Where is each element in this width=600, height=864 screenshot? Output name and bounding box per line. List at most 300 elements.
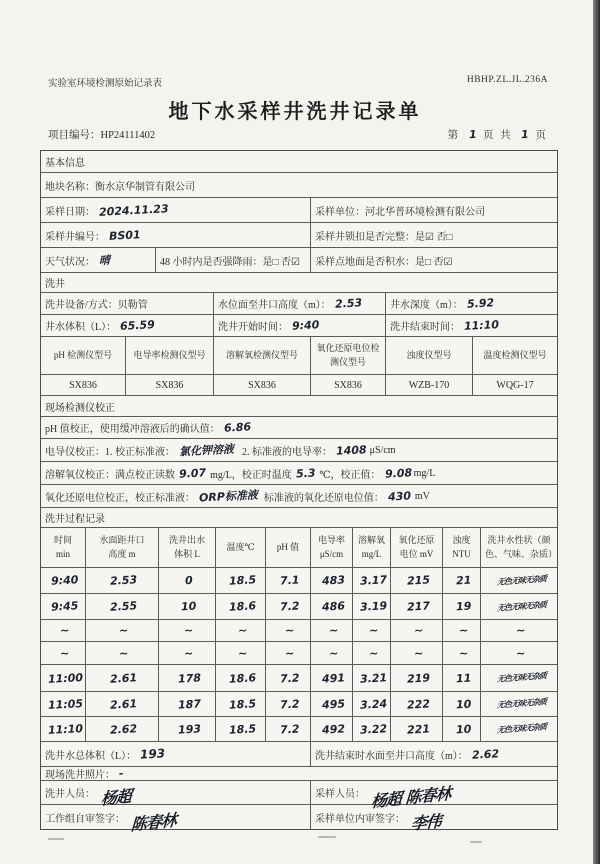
hdr-orp-l2: 电位 mV	[399, 548, 434, 559]
washing-title: 洗井	[45, 279, 65, 290]
row-wellno-lock	[41, 223, 557, 248]
cell	[216, 692, 266, 716]
instrument-header-cond: 电导率检测仪型号	[126, 337, 214, 374]
hdr-appearance-l1: 洗井水性状（颜	[487, 535, 551, 545]
site-name-cell	[41, 173, 557, 197]
project-number-label: 项目编号：	[48, 130, 101, 141]
total-volume-value: 193	[139, 746, 166, 762]
hdr-turbidity-l2: NTU	[452, 548, 471, 559]
hdr-turbidity	[443, 528, 481, 567]
unit-review-signature: 李伟	[410, 810, 442, 834]
value: 9:45	[50, 599, 80, 614]
value: 7.2	[279, 599, 301, 614]
sampler-signature: 杨超 陈春林	[370, 783, 451, 812]
cell	[353, 642, 391, 664]
rain-label: 48 小时内是否强降雨：	[160, 256, 263, 268]
ponding-cell	[311, 248, 557, 272]
well-no-label: 采样井编号：	[45, 231, 105, 243]
self-review-cell	[41, 805, 311, 834]
cond-standard-value: 氯化钾溶液	[178, 442, 235, 458]
value: 无色无味无杂质	[496, 671, 546, 684]
cell	[443, 717, 481, 741]
row-do-calibration	[41, 462, 557, 485]
cell	[481, 568, 557, 593]
page-counter-prefix: 第	[447, 130, 461, 141]
page-title: 地下水采样井洗井记录单	[168, 101, 422, 123]
row-volume-times	[41, 315, 557, 337]
value: 无色无味无杂质	[496, 599, 546, 613]
doc-type-label: 实验室环境检测原始记录表	[48, 79, 163, 89]
cell	[391, 620, 443, 641]
orp-standard-value: ORP标准液	[198, 487, 259, 505]
value: 7.1	[279, 573, 301, 588]
value: 3.21	[359, 670, 388, 686]
row-date-org	[41, 198, 557, 223]
value: ~	[328, 646, 339, 660]
instrument-model-orp: SX836	[311, 375, 386, 395]
hdr-level-l2: 高度 m	[108, 548, 136, 559]
washer-signature: 杨超	[100, 786, 132, 809]
value: 3.24	[359, 696, 388, 712]
washer-label: 洗井人员：	[45, 789, 95, 800]
self-review-signature: 陈春林	[130, 810, 177, 834]
cond-calibration-cell	[41, 439, 557, 461]
value: ~	[413, 623, 424, 638]
hdr-temp-l1: 温度℃	[226, 541, 255, 552]
cell	[266, 568, 311, 593]
cell	[216, 568, 266, 593]
value: 21	[455, 573, 472, 588]
cell	[391, 717, 443, 741]
value: ~	[368, 646, 379, 660]
value: 18.5	[228, 573, 257, 588]
cell	[391, 642, 443, 664]
cond-calibration-label1: 电导仪校正：1. 校正标准液：	[45, 446, 175, 458]
cell	[41, 717, 86, 741]
value: 无色无味无杂质	[496, 697, 546, 710]
cell	[159, 717, 216, 741]
cell	[266, 692, 311, 716]
cell	[391, 568, 443, 593]
row-photo	[41, 767, 557, 781]
site-name-value: 衡水京华制管有限公司	[95, 181, 195, 193]
sampling-org-value: 河北华普环境检测有限公司	[365, 206, 485, 218]
photo-cell	[41, 767, 557, 780]
cell	[443, 594, 481, 619]
value: 11	[455, 671, 472, 685]
value: 495	[321, 696, 346, 712]
end-time-label: 洗井结束时间：	[390, 322, 460, 333]
process-row-7	[41, 717, 557, 742]
cell	[159, 642, 216, 664]
process-row-2	[41, 594, 557, 620]
orp-value: 430	[387, 488, 412, 504]
cell	[86, 594, 159, 619]
cell	[86, 620, 159, 641]
value: ~	[60, 646, 70, 660]
rain-cell	[156, 248, 311, 272]
hdr-time	[41, 528, 86, 567]
scan-noise-mark	[470, 841, 482, 843]
water-volume-value: 65.59	[119, 318, 156, 333]
cell	[481, 692, 557, 716]
cell	[481, 717, 557, 741]
value: 222	[406, 696, 431, 712]
cond-value: 1408	[335, 442, 367, 458]
cell	[443, 665, 481, 691]
cell	[41, 620, 86, 641]
value: 3.22	[359, 721, 388, 737]
value: 215	[406, 573, 431, 588]
value: ~	[458, 646, 469, 660]
cell	[266, 665, 311, 691]
cell	[216, 594, 266, 619]
value: 2.61	[110, 670, 138, 686]
water-level-label: 水位面至井口高度（m）：	[218, 300, 331, 311]
value: ~	[285, 646, 295, 660]
value: 11:05	[47, 696, 83, 712]
cell	[159, 594, 216, 619]
cell	[266, 594, 311, 619]
cell	[481, 642, 557, 664]
unit-review-cell	[311, 805, 557, 834]
cell	[443, 642, 481, 664]
orp-calibration-label1: 氧化还原电位校正，校正标准液：	[45, 492, 195, 504]
cond-calibration-label2: 2. 标准液的电导率：	[242, 446, 332, 458]
value: 187	[177, 696, 201, 712]
value: 486	[321, 599, 346, 614]
device-cell	[41, 293, 214, 314]
form-code: HBHP.ZL.JL.236A	[466, 75, 548, 85]
instrument-header-temp: 温度检测仪型号	[483, 349, 547, 360]
self-review-label: 工作组自审签字：	[45, 813, 125, 825]
do-calibration-label2: mg/L，校正时温度	[210, 469, 292, 481]
cell	[41, 665, 86, 691]
cell	[353, 717, 391, 741]
hdr-do-l2: mg/L	[361, 548, 382, 559]
cell	[443, 620, 481, 641]
ponding-checkboxes: 是□ 否☑	[415, 256, 453, 268]
value: ~	[516, 646, 526, 660]
rain-checkboxes: 是□ 否☑	[262, 256, 301, 268]
page-total-handwritten: 1	[520, 127, 532, 142]
weather-cell	[41, 248, 156, 272]
value: ~	[237, 623, 248, 638]
value: ~	[413, 646, 424, 660]
row-orp-calibration	[41, 485, 557, 508]
weather-label: 天气状况：	[45, 256, 95, 268]
sampler-label: 采样人员：	[315, 789, 365, 800]
hdr-ph-l1: pH 值	[276, 541, 300, 552]
cell	[41, 568, 86, 593]
cell	[311, 594, 353, 619]
row-total-volume	[41, 742, 557, 767]
water-volume-label: 井水体积（L）：	[45, 322, 117, 333]
hdr-level	[86, 528, 159, 567]
cell	[159, 620, 216, 641]
value: 9:40	[50, 573, 80, 588]
value: 7.2	[279, 670, 301, 686]
value: 2.62	[110, 721, 138, 737]
value: 217	[406, 599, 431, 614]
value: 11:10	[47, 721, 83, 737]
cell	[216, 717, 266, 741]
cell	[311, 692, 353, 716]
do-calibration-label1: 溶解氧仪校正：满点校正读数	[45, 469, 175, 481]
cell	[86, 665, 159, 691]
cell	[86, 568, 159, 593]
start-time-label: 洗井开始时间：	[218, 322, 288, 333]
value: ~	[516, 623, 526, 638]
ph-calibration-label: pH 值校正，使用缓冲溶液后的确认值：	[45, 424, 220, 435]
weather-value: 晴	[98, 253, 111, 267]
end-time-cell	[386, 315, 557, 336]
process-row-3-dash	[41, 620, 557, 642]
cell	[86, 717, 159, 741]
value: ~	[285, 623, 295, 638]
water-level-cell	[214, 293, 386, 314]
project-number	[48, 127, 155, 142]
hdr-turbidity-l1: 浊度	[452, 535, 471, 545]
hdr-time-l1: 时间	[53, 535, 72, 545]
page-counter	[448, 127, 548, 142]
process-row-1	[41, 568, 557, 594]
cell	[86, 692, 159, 716]
well-depth-cell	[386, 293, 557, 314]
device-label: 洗井设备/方式：	[45, 300, 118, 311]
lock-label: 采样井锁扣是否完整：	[315, 231, 415, 243]
hdr-ph	[266, 528, 311, 567]
hdr-level-l1: 水面距井口	[99, 535, 145, 545]
value: 193	[177, 721, 201, 737]
cell	[266, 642, 311, 664]
page-counter-mid: 页 共	[482, 130, 513, 141]
value: ~	[119, 646, 129, 660]
cell	[391, 665, 443, 691]
value: 483	[321, 573, 346, 588]
hdr-cond-l1: 电导率	[317, 535, 345, 545]
start-time-value: 9:40	[291, 318, 320, 333]
sampling-date-label: 采样日期：	[45, 206, 95, 218]
value: 2.55	[110, 599, 138, 614]
cell	[216, 665, 266, 691]
site-name-label: 地块名称：	[45, 181, 95, 193]
cell	[311, 642, 353, 664]
cell	[311, 568, 353, 593]
instrument-model-cond: SX836	[126, 375, 214, 395]
instrument-model-turbidity: WZB-170	[386, 375, 473, 395]
orp-calibration-label2: 标准液的氧化还原电位值：	[263, 492, 384, 504]
value: 2.53	[110, 573, 138, 588]
instrument-header-orp: 氧化还原电位检测仪型号	[311, 337, 386, 374]
ponding-label: 采样点地面是否积水：	[315, 256, 415, 268]
cell	[481, 665, 557, 691]
instrument-header-turbidity: 浊度仪型号	[386, 337, 473, 374]
cell	[216, 642, 266, 664]
hdr-orp	[391, 528, 443, 567]
row-ph-calibration	[41, 417, 557, 439]
instrument-header-do: 溶解氧检测仪型号	[214, 337, 311, 374]
photo-label: 现场洗井照片：	[45, 770, 115, 781]
process-row-4-dash	[41, 642, 557, 665]
cell	[353, 692, 391, 716]
cell	[86, 642, 159, 664]
cell	[353, 594, 391, 619]
hdr-temp	[216, 528, 266, 567]
do-temp-value: 5.3	[295, 465, 316, 481]
row-instrument-models	[41, 375, 557, 396]
row-device-level-depth	[41, 293, 557, 315]
well-no-value: BS01	[108, 227, 141, 243]
project-number-value: HP24111402	[100, 130, 156, 141]
row-weather	[41, 248, 557, 273]
process-row-5	[41, 665, 557, 692]
cell	[159, 665, 216, 691]
orp-calibration-cell	[41, 485, 557, 507]
value: ~	[368, 623, 379, 638]
value: 219	[406, 670, 431, 686]
value: 491	[321, 670, 346, 686]
value: 3.19	[359, 599, 388, 614]
hdr-outflow	[159, 528, 216, 567]
value: 492	[321, 721, 346, 737]
value: 11:00	[47, 670, 83, 686]
row-site-name	[41, 173, 557, 198]
cell	[353, 665, 391, 691]
cell	[159, 692, 216, 716]
value: 7.2	[279, 721, 301, 737]
cell	[481, 620, 557, 641]
water-level-value: 2.53	[334, 296, 363, 311]
cell	[266, 620, 311, 641]
hdr-appearance	[481, 528, 557, 567]
end-time-value: 11:10	[463, 318, 500, 333]
project-row	[48, 127, 548, 142]
hdr-outflow-l2: 体积 L	[174, 548, 200, 559]
cell	[353, 568, 391, 593]
process-header-row	[41, 528, 557, 568]
cell	[311, 665, 353, 691]
value: 178	[177, 670, 201, 686]
value: ~	[237, 646, 248, 660]
photo-value: -	[118, 766, 124, 781]
value: 18.5	[228, 696, 257, 712]
do-corrected-value: 9.08	[384, 465, 412, 481]
page-counter-suffix: 页	[535, 130, 548, 141]
value: 2.61	[110, 696, 138, 712]
row-review-signatures	[41, 805, 557, 834]
section-basic-info	[41, 151, 557, 173]
lock-checkboxes: 是☑ 否□	[415, 231, 453, 243]
value: 无色无味无杂质	[496, 573, 546, 587]
ph-calibration-value: 6.86	[223, 420, 252, 435]
sampler-cell	[311, 781, 557, 812]
sampling-date-cell	[41, 198, 311, 222]
hdr-outflow-l1: 洗井出水	[168, 535, 205, 545]
instrument-header-ph: pH 检测仪型号	[41, 337, 126, 374]
cell	[353, 620, 391, 641]
end-level-value: 2.62	[471, 746, 500, 762]
value: 0	[184, 573, 194, 588]
hdr-cond-l2: μS/cm	[319, 548, 344, 559]
scan-noise-mark	[48, 838, 64, 840]
page-number-handwritten: 1	[468, 127, 479, 142]
cell	[41, 692, 86, 716]
cell	[443, 568, 481, 593]
section-process	[41, 508, 557, 528]
value: 19	[455, 599, 472, 614]
well-depth-label: 井水深度（m）：	[390, 300, 463, 311]
do-calibration-cell	[41, 462, 557, 484]
calibration-title: 现场检测仪校正	[45, 402, 115, 414]
sampling-date-value: 2024.11.23	[98, 201, 169, 219]
cell	[481, 594, 557, 619]
basic-info-title: 基本信息	[45, 158, 85, 169]
value: 18.6	[228, 670, 257, 686]
process-row-6	[41, 692, 557, 717]
cell	[41, 642, 86, 664]
cell	[266, 717, 311, 741]
sampling-org-label: 采样单位：	[315, 206, 365, 218]
cell	[391, 692, 443, 716]
instrument-model-ph: SX836	[41, 375, 126, 395]
start-time-cell	[214, 315, 386, 336]
cond-unit: μS/cm	[369, 444, 396, 456]
end-level-label: 洗井结束时水面至井口高度（m）：	[315, 750, 468, 762]
washer-cell	[41, 781, 311, 809]
row-personnel	[41, 781, 557, 812]
well-depth-value: 5.92	[466, 296, 495, 311]
end-level-cell	[311, 742, 557, 766]
value: 10	[181, 599, 197, 614]
lock-cell	[311, 223, 557, 247]
cell	[311, 620, 353, 641]
value: 10	[455, 697, 472, 711]
value: 221	[406, 721, 431, 737]
value: ~	[119, 623, 129, 638]
value: ~	[458, 623, 469, 638]
cell	[391, 594, 443, 619]
cell	[216, 620, 266, 641]
orp-unit: mV	[414, 490, 430, 502]
do-reading-value: 9.07	[178, 465, 207, 481]
ph-calibration-cell	[41, 417, 557, 438]
value: 7.2	[279, 696, 301, 712]
cell	[159, 568, 216, 593]
section-washing	[41, 273, 557, 293]
value: 18.6	[228, 599, 257, 614]
hdr-do-l1: 溶解氧	[357, 535, 385, 545]
hdr-time-l2: min	[55, 548, 70, 559]
device-value: 贝勒管	[117, 300, 148, 311]
value: ~	[328, 623, 339, 638]
do-calibration-label3: ℃，校正值：	[319, 469, 381, 481]
row-instrument-headers	[41, 337, 557, 375]
unit-review-label: 采样单位内审签字：	[315, 813, 405, 825]
value: 18.5	[228, 721, 257, 737]
cell	[443, 692, 481, 716]
total-volume-cell	[41, 742, 311, 766]
do-unit: mg/L	[413, 467, 436, 479]
hdr-do	[353, 528, 391, 567]
water-volume-cell	[41, 315, 214, 336]
instrument-model-temp: WQG-17	[496, 379, 534, 391]
value: 10	[455, 722, 472, 736]
value: ~	[60, 623, 70, 638]
row-cond-calibration	[41, 439, 557, 462]
scan-dark-edge	[593, 0, 600, 864]
section-calibration	[41, 396, 557, 417]
